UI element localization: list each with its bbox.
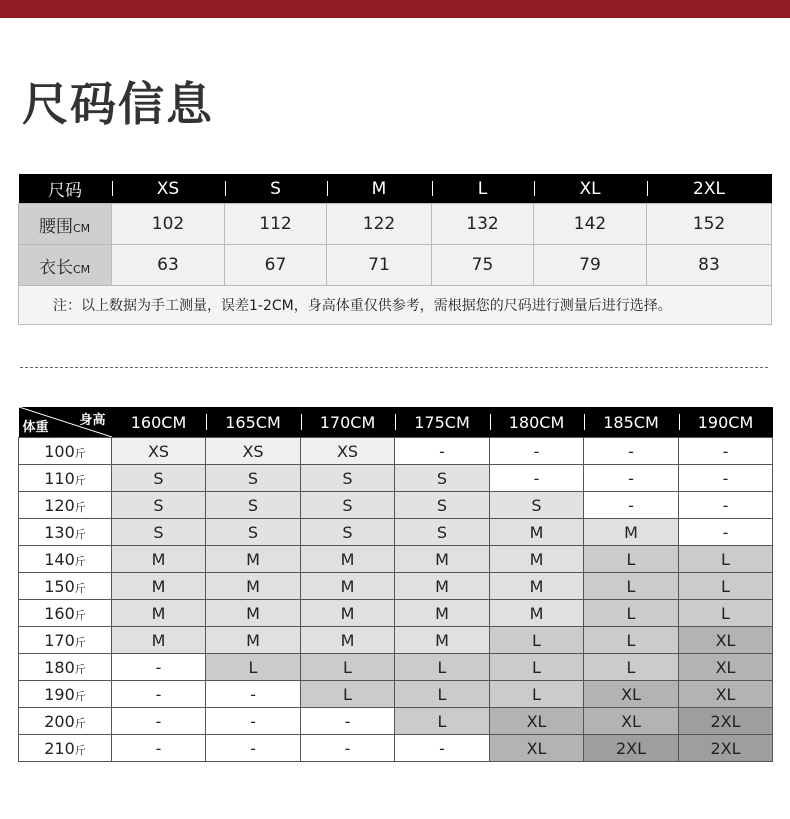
recommended-size-cell: L	[395, 708, 490, 735]
recommended-size-cell: S	[206, 519, 301, 546]
recommended-size-cell: L	[490, 681, 584, 708]
size-note-row	[19, 286, 772, 325]
weight-label	[19, 573, 112, 600]
size-value-cell: 75	[432, 245, 534, 286]
corner-weight-label: 体重	[22, 420, 49, 435]
recommended-size-cell: M	[490, 519, 584, 546]
recommended-size-cell: XL	[679, 627, 773, 654]
recommended-size-cell: L	[679, 600, 773, 627]
recommended-size-cell: M	[395, 627, 490, 654]
recommended-size-cell: M	[112, 573, 206, 600]
recommended-size-cell: M	[112, 627, 206, 654]
recommendation-body	[19, 438, 773, 762]
recommended-size-cell: L	[301, 654, 395, 681]
recommended-size-cell: S	[395, 519, 490, 546]
weight-unit: 斤	[74, 500, 86, 514]
recommended-size-cell: XS	[206, 438, 301, 465]
weight-label	[19, 627, 112, 654]
recommended-size-cell: L	[584, 600, 679, 627]
recommended-size-cell: XS	[112, 438, 206, 465]
weight-row	[19, 654, 773, 681]
size-value-cell: 112	[225, 204, 327, 245]
recommended-size-cell: 2XL	[584, 735, 679, 762]
size-header-cell: M	[327, 174, 432, 204]
recommended-size-cell: -	[679, 492, 773, 519]
weight-row	[19, 681, 773, 708]
recommended-size-cell: L	[584, 627, 679, 654]
row-label-waist	[19, 204, 112, 245]
recommended-size-cell: -	[206, 681, 301, 708]
recommended-size-cell: M	[206, 573, 301, 600]
weight-value: 170	[44, 630, 75, 650]
weight-unit: 斤	[74, 527, 86, 541]
recommended-size-cell: -	[112, 654, 206, 681]
recommended-size-cell: M	[395, 546, 490, 573]
size-value-cell: 102	[112, 204, 225, 245]
recommended-size-cell: XL	[679, 681, 773, 708]
weight-unit: 斤	[74, 689, 86, 703]
recommended-size-cell: L	[395, 681, 490, 708]
recommended-size-cell: XL	[490, 708, 584, 735]
recommended-size-cell: XS	[301, 438, 395, 465]
weight-label	[19, 600, 112, 627]
corner-header	[19, 407, 112, 438]
weight-label	[19, 492, 112, 519]
weight-label	[19, 519, 112, 546]
recommended-size-cell: XL	[490, 735, 584, 762]
size-header-cell: L	[432, 174, 534, 204]
page-title: 尺码信息	[22, 77, 214, 131]
recommended-size-cell: L	[490, 654, 584, 681]
size-header-label: 尺码	[19, 174, 112, 204]
weight-row	[19, 600, 773, 627]
size-value-cell: 79	[534, 245, 647, 286]
recommended-size-cell: M	[112, 600, 206, 627]
recommended-size-cell: -	[584, 465, 679, 492]
recommended-size-cell: S	[301, 519, 395, 546]
weight-label	[19, 681, 112, 708]
size-value-cell: 67	[225, 245, 327, 286]
recommended-size-cell: XL	[584, 681, 679, 708]
top-accent-bar	[0, 0, 790, 18]
recommended-size-cell: M	[490, 573, 584, 600]
weight-value: 140	[44, 549, 75, 569]
recommended-size-cell: M	[206, 600, 301, 627]
weight-row	[19, 519, 773, 546]
weight-unit: 斤	[74, 662, 86, 676]
weight-unit: 斤	[74, 716, 86, 730]
recommended-size-cell: -	[395, 735, 490, 762]
weight-label	[19, 735, 112, 762]
recommended-size-cell: M	[584, 519, 679, 546]
size-row-length	[19, 245, 772, 286]
size-header-cell: XL	[534, 174, 647, 204]
size-recommendation-table	[18, 407, 773, 762]
size-value-cell: 83	[647, 245, 772, 286]
recommended-size-cell: -	[679, 438, 773, 465]
height-header-row	[19, 407, 773, 438]
recommended-size-cell: S	[112, 492, 206, 519]
recommended-size-cell: -	[584, 438, 679, 465]
size-value-cell: 122	[327, 204, 432, 245]
recommended-size-cell: M	[490, 546, 584, 573]
size-value-cell: 152	[647, 204, 772, 245]
recommended-size-cell: -	[112, 708, 206, 735]
weight-value: 100	[44, 441, 75, 461]
recommended-size-cell: M	[206, 627, 301, 654]
weight-unit: 斤	[74, 635, 86, 649]
height-header-cell: 165CM	[206, 407, 301, 438]
recommended-size-cell: M	[112, 546, 206, 573]
height-header-cell: 160CM	[112, 407, 206, 438]
recommended-size-cell: L	[301, 681, 395, 708]
recommended-size-cell: M	[206, 546, 301, 573]
recommended-size-cell: M	[301, 573, 395, 600]
size-value-cell: 142	[534, 204, 647, 245]
height-header-cell: 170CM	[301, 407, 395, 438]
weight-unit: 斤	[74, 554, 86, 568]
size-value-cell: 132	[432, 204, 534, 245]
weight-unit: 斤	[74, 581, 86, 595]
weight-label	[19, 654, 112, 681]
weight-value: 130	[44, 522, 75, 542]
recommended-size-cell: S	[206, 492, 301, 519]
recommended-size-cell: L	[679, 546, 773, 573]
weight-label	[19, 708, 112, 735]
recommended-size-cell: -	[584, 492, 679, 519]
measurement-note: 注：以上数据为手工测量，误差1-2CM，身高体重仅供参考，需根据您的尺码进行测量后进行选择。	[19, 286, 772, 325]
size-value-cell: 71	[327, 245, 432, 286]
recommended-size-cell: -	[301, 708, 395, 735]
recommended-size-cell: L	[584, 654, 679, 681]
weight-value: 180	[44, 657, 75, 677]
height-header-cell: 190CM	[679, 407, 773, 438]
size-header-cell: XS	[112, 174, 225, 204]
height-header-cell: 180CM	[490, 407, 584, 438]
recommended-size-cell: M	[395, 573, 490, 600]
weight-label	[19, 546, 112, 573]
recommended-size-cell: M	[301, 546, 395, 573]
dashed-divider	[20, 367, 768, 368]
weight-label	[19, 465, 112, 492]
recommended-size-cell: -	[206, 735, 301, 762]
recommended-size-cell: -	[206, 708, 301, 735]
size-measurement-table	[18, 174, 772, 325]
recommended-size-cell: M	[490, 600, 584, 627]
size-header-cell: 2XL	[647, 174, 772, 204]
height-header-cell: 185CM	[584, 407, 679, 438]
weight-value: 200	[44, 711, 75, 731]
recommended-size-cell: 2XL	[679, 708, 773, 735]
weight-row	[19, 627, 773, 654]
recommended-size-cell: L	[490, 627, 584, 654]
row-label-text: 腰围	[39, 216, 73, 237]
weight-unit: 斤	[74, 743, 86, 757]
weight-value: 120	[44, 495, 75, 515]
recommended-size-cell: -	[490, 465, 584, 492]
recommended-size-cell: -	[301, 735, 395, 762]
recommended-size-cell: L	[395, 654, 490, 681]
size-header-cell: S	[225, 174, 327, 204]
weight-row	[19, 465, 773, 492]
recommended-size-cell: 2XL	[679, 735, 773, 762]
weight-value: 110	[44, 468, 75, 488]
recommended-size-cell: -	[395, 438, 490, 465]
weight-value: 160	[44, 603, 75, 623]
recommended-size-cell: S	[206, 465, 301, 492]
recommended-size-cell: S	[112, 465, 206, 492]
recommended-size-cell: XL	[679, 654, 773, 681]
height-header-cell: 175CM	[395, 407, 490, 438]
weight-row	[19, 735, 773, 762]
recommended-size-cell: L	[584, 546, 679, 573]
weight-row	[19, 708, 773, 735]
weight-value: 190	[44, 684, 75, 704]
weight-row	[19, 546, 773, 573]
recommended-size-cell: S	[301, 465, 395, 492]
weight-value: 150	[44, 576, 75, 596]
weight-unit: 斤	[74, 608, 86, 622]
row-label-length	[19, 245, 112, 286]
row-label-text: 衣长	[39, 257, 73, 278]
row-label-unit: CM	[73, 262, 91, 276]
recommended-size-cell: M	[395, 600, 490, 627]
size-row-waist	[19, 204, 772, 245]
weight-unit: 斤	[74, 473, 86, 487]
recommended-size-cell: L	[679, 573, 773, 600]
recommended-size-cell: M	[301, 600, 395, 627]
recommended-size-cell: -	[112, 735, 206, 762]
weight-unit: 斤	[74, 446, 86, 460]
weight-value: 210	[44, 738, 75, 758]
weight-label	[19, 438, 112, 465]
size-header-row	[19, 174, 772, 204]
recommended-size-cell: S	[395, 465, 490, 492]
recommended-size-cell: L	[206, 654, 301, 681]
row-label-unit: CM	[73, 221, 91, 235]
recommended-size-cell: -	[679, 465, 773, 492]
weight-row	[19, 492, 773, 519]
weight-row	[19, 573, 773, 600]
recommended-size-cell: -	[679, 519, 773, 546]
recommended-size-cell: XL	[584, 708, 679, 735]
recommended-size-cell: L	[584, 573, 679, 600]
recommended-size-cell: S	[395, 492, 490, 519]
recommended-size-cell: S	[301, 492, 395, 519]
recommended-size-cell: -	[112, 681, 206, 708]
corner-height-label: 身高	[79, 413, 106, 428]
weight-row	[19, 438, 773, 465]
recommended-size-cell: S	[490, 492, 584, 519]
recommended-size-cell: M	[301, 627, 395, 654]
recommended-size-cell: -	[490, 438, 584, 465]
size-value-cell: 63	[112, 245, 225, 286]
recommended-size-cell: S	[112, 519, 206, 546]
